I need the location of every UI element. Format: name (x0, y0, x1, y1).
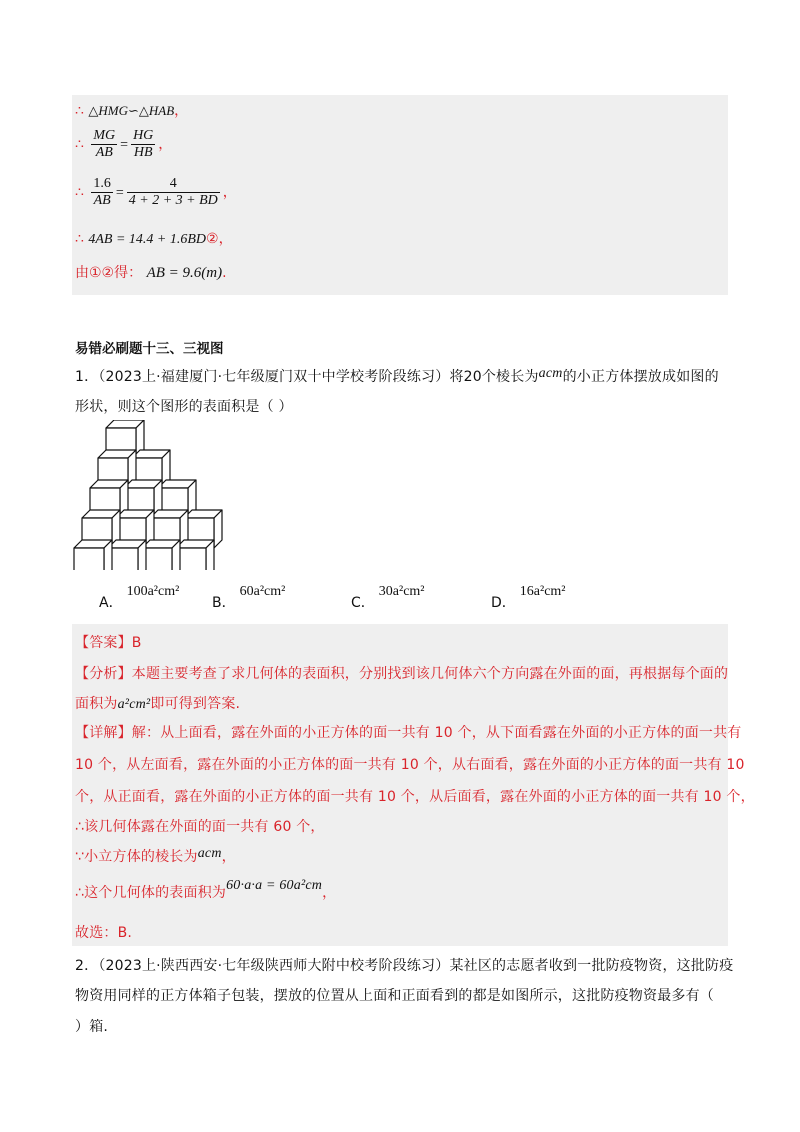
option-d-label: D． (491, 595, 516, 611)
q2-line-3: ）箱. (75, 1019, 109, 1035)
analysis-expr: a²cm² (117, 697, 151, 712)
cube-stack-figure (60, 420, 230, 570)
cube-front-face (74, 548, 104, 570)
punct: ， (218, 231, 233, 247)
punct: ， (174, 103, 189, 119)
q1-line-2: 形状，则这个图形的表面积是（ ） (75, 399, 293, 415)
denominator: AB (93, 193, 111, 208)
detail-text: ， (322, 885, 337, 901)
solution-line-5 (75, 262, 227, 282)
detail-text: ∴这个几何体的表面积为 (75, 885, 227, 901)
detail-line-6 (75, 878, 337, 902)
detail-text: ， (221, 849, 236, 865)
punct: . (222, 265, 227, 281)
option-b-value: 60a²cm² (239, 584, 286, 599)
option-a[interactable] (99, 584, 180, 612)
q2-line-2: 物资用同样的正方体箱子包装，摆放的位置从上面和正面看到的都是如图所示，这批防疫物资最多有（ (75, 988, 714, 1004)
q1-text-a: （2023上·福建厦门·七年级厦门双十中学校考阶段练习）将20个棱长为 (98, 369, 539, 385)
q2-text-a: （2023上·陕西西安·七年级陕西师大附中校考阶段练习）某社区的志愿者收到一批防疫物资，这批防疫 (98, 958, 734, 974)
equals: = (120, 137, 129, 153)
analysis-text: 面积为 (75, 696, 118, 712)
therefore-symbol: ∴ (75, 103, 84, 119)
fraction-hg-hb (131, 128, 155, 161)
q1-text-b: 的小正方体摆放成如图的 (562, 369, 719, 385)
detail-expr: 60·a·a = 60a²cm (226, 878, 323, 893)
section-heading: 易错必刷题十三、三视图 (75, 341, 224, 357)
option-d[interactable] (491, 584, 566, 612)
therefore-symbol: ∴ (75, 184, 84, 201)
denominator: AB (95, 145, 113, 160)
therefore-symbol: ∴ (75, 231, 84, 247)
fraction-mg-ab (91, 128, 117, 161)
q1-number: 1． (75, 369, 99, 385)
q1-unit: acm (538, 366, 563, 381)
analysis-text: 即可得到答案. (150, 696, 241, 712)
option-b-label: B． (212, 595, 236, 611)
option-d-value: 16a²cm² (519, 584, 566, 599)
q2-number: 2． (75, 958, 99, 974)
detail-line-2: 10 个，从左面看，露在外面的小正方体的面一共有 10 个，从右面看，露在外面的小正方体的面一共有 10 (75, 757, 745, 773)
numerator: MG (93, 128, 116, 143)
circled-2-mark: ② (206, 231, 219, 247)
detail-line-1: 【详解】解：从上面看，露在外面的小正方体的面一共有 10 个，从下面看露在外面的小正方体的面一共有 (75, 725, 742, 741)
q1-line-1 (75, 366, 719, 386)
denominator: 4 + 2 + 3 + BD (128, 193, 218, 208)
punct: ， (222, 184, 237, 201)
punct: ， (158, 136, 173, 153)
analysis-line-2 (75, 693, 240, 713)
result-prefix: 由①②得： (75, 265, 143, 281)
denominator: HB (133, 145, 153, 160)
detail-expr: acm (197, 846, 222, 861)
detail-line-5 (75, 846, 236, 866)
solution-line-4 (75, 228, 233, 248)
answer-line: 【答案】B (75, 635, 142, 651)
solution-line-3 (75, 176, 237, 209)
option-b[interactable] (212, 584, 286, 612)
option-c-label: C． (351, 595, 375, 611)
detail-line-3: 个，从正面看，露在外面的小正方体的面一共有 10 个，从后面看，露在外面的小正方体的面一共有 10 个， (75, 789, 755, 805)
q2-line-1 (75, 955, 733, 975)
numerator: HG (133, 128, 154, 143)
option-c-value: 30a²cm² (378, 584, 425, 599)
numerator: 4 (127, 176, 220, 193)
solution-line-1 (75, 100, 188, 120)
option-c[interactable] (351, 584, 425, 612)
similar-triangles-expr: △HMG∽△HAB (88, 103, 175, 118)
detail-text: ∵小立方体的棱长为 (75, 849, 198, 865)
equation-2: 4AB = 14.4 + 1.6BD (88, 232, 207, 247)
solution-line-2 (75, 128, 172, 161)
option-a-label: A． (99, 595, 123, 611)
numerator: 1.6 (93, 176, 111, 191)
result-expr: AB = 9.6(m) (146, 265, 223, 281)
therefore-symbol: ∴ (75, 136, 84, 153)
fraction-1.6-ab (91, 176, 113, 209)
fraction-4-sum (127, 176, 220, 209)
analysis-line-1: 【分析】本题主要考查了求几何体的表面积，分别找到该几何体六个方向露在外面的面，再根据每个面的 (75, 666, 729, 682)
option-a-value: 100a²cm² (126, 584, 180, 599)
choice-line: 故选：B. (75, 925, 133, 941)
equals: = (115, 185, 124, 201)
detail-line-4: ∴该几何体露在外面的面一共有 60 个， (75, 819, 325, 835)
